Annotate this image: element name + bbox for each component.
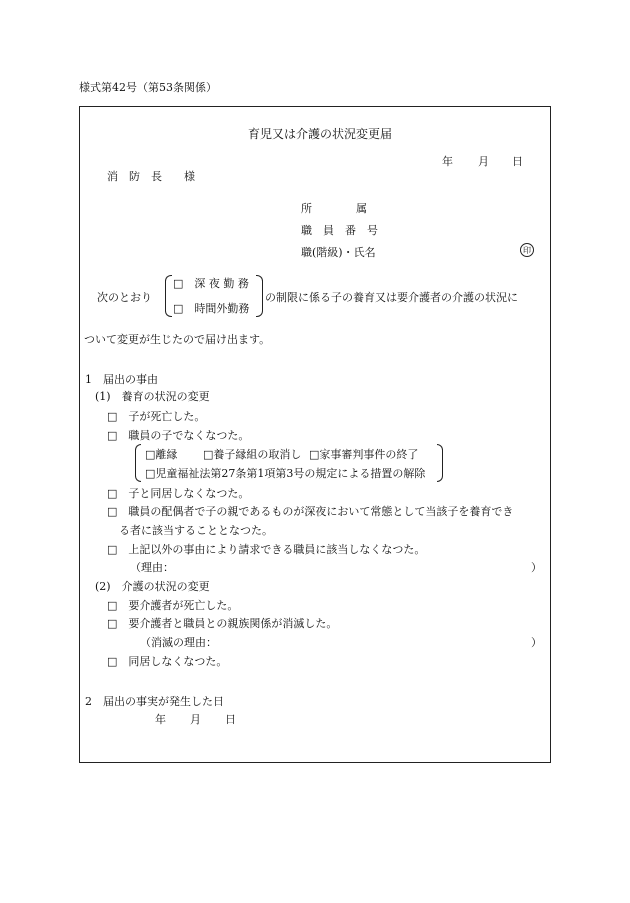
subopts-right-brace [437, 444, 443, 482]
subopt-divorce: □離縁 [145, 448, 178, 461]
section1-heading: 1 届出の事由 [85, 373, 158, 386]
section2-year-label: 年 [155, 713, 166, 726]
option-late-night: □ 深 夜 勤 務 [173, 277, 249, 290]
affiliation-label: 所 属 [301, 202, 367, 215]
sub2-item2: □ 要介護者と職員との親族関係が消滅した。 [107, 617, 338, 630]
sub1-item2: □ 職員の子でなくなつた。 [107, 429, 250, 442]
section2-month-label: 月 [190, 713, 201, 726]
intro-prefix: 次のとおり [97, 291, 152, 304]
section2-day-label: 日 [225, 713, 236, 726]
staff-number-label: 職 員 番 号 [301, 224, 378, 237]
right-brace [256, 275, 263, 317]
section1-sub2-heading: (2) 介護の状況の変更 [95, 580, 210, 593]
sub1-item5: □ 上記以外の事由により請求できる職員に該当しなくなつた。 [107, 543, 426, 556]
date-year-label: 年 [442, 155, 453, 168]
intro-suffix: の制限に係る子の養育又は要介護者の介護の状況に [265, 291, 518, 304]
section1-sub1-heading: (1) 養育の状況の変更 [95, 390, 210, 403]
sub2-reason-close: ） [531, 636, 542, 649]
subopt-family-court: □家事審判事件の終了 [309, 448, 419, 461]
left-brace [165, 275, 172, 317]
option-overtime: □ 時間外勤務 [173, 302, 250, 315]
addressee: 消 防 長 様 [107, 170, 195, 183]
sub1-reason-label: （理由： [130, 561, 174, 574]
sub2-reason-label: （消滅の理由： [140, 636, 217, 649]
subopt-adoption-cancel: □養子縁組の取消し [203, 448, 302, 461]
date-month-label: 月 [478, 155, 489, 168]
date-day-label: 日 [512, 155, 523, 168]
sub1-item4-line1: □ 職員の配偶者で子の親であるものが深夜において常態として当該子を養育でき [107, 505, 514, 518]
subopts-left-brace [135, 444, 141, 482]
form-title: 育児又は介護の状況変更届 [248, 127, 393, 141]
sub1-item3: □ 子と同居しなくなつた。 [107, 487, 250, 500]
form-number: 様式第42号（第53条関係） [79, 81, 217, 94]
sub1-item1: □ 子が死亡した。 [107, 410, 206, 423]
name-label: 職(階級)・氏名 [301, 246, 376, 259]
sub2-item3: □ 同居しなくなつた。 [107, 655, 228, 668]
seal-mark: 印 [520, 243, 534, 257]
section2-heading: 2 届出の事実が発生した日 [85, 695, 224, 708]
subopt-child-welfare: □児童福祉法第27条第1項第3号の規定による措置の解除 [145, 467, 426, 480]
intro-line2: ついて変更が生じたので届け出ます。 [84, 333, 271, 346]
sub1-reason-close: ） [531, 561, 542, 574]
sub1-item4-line2: る者に該当することとなつた。 [119, 524, 273, 537]
sub2-item1: □ 要介護者が死亡した。 [107, 599, 239, 612]
